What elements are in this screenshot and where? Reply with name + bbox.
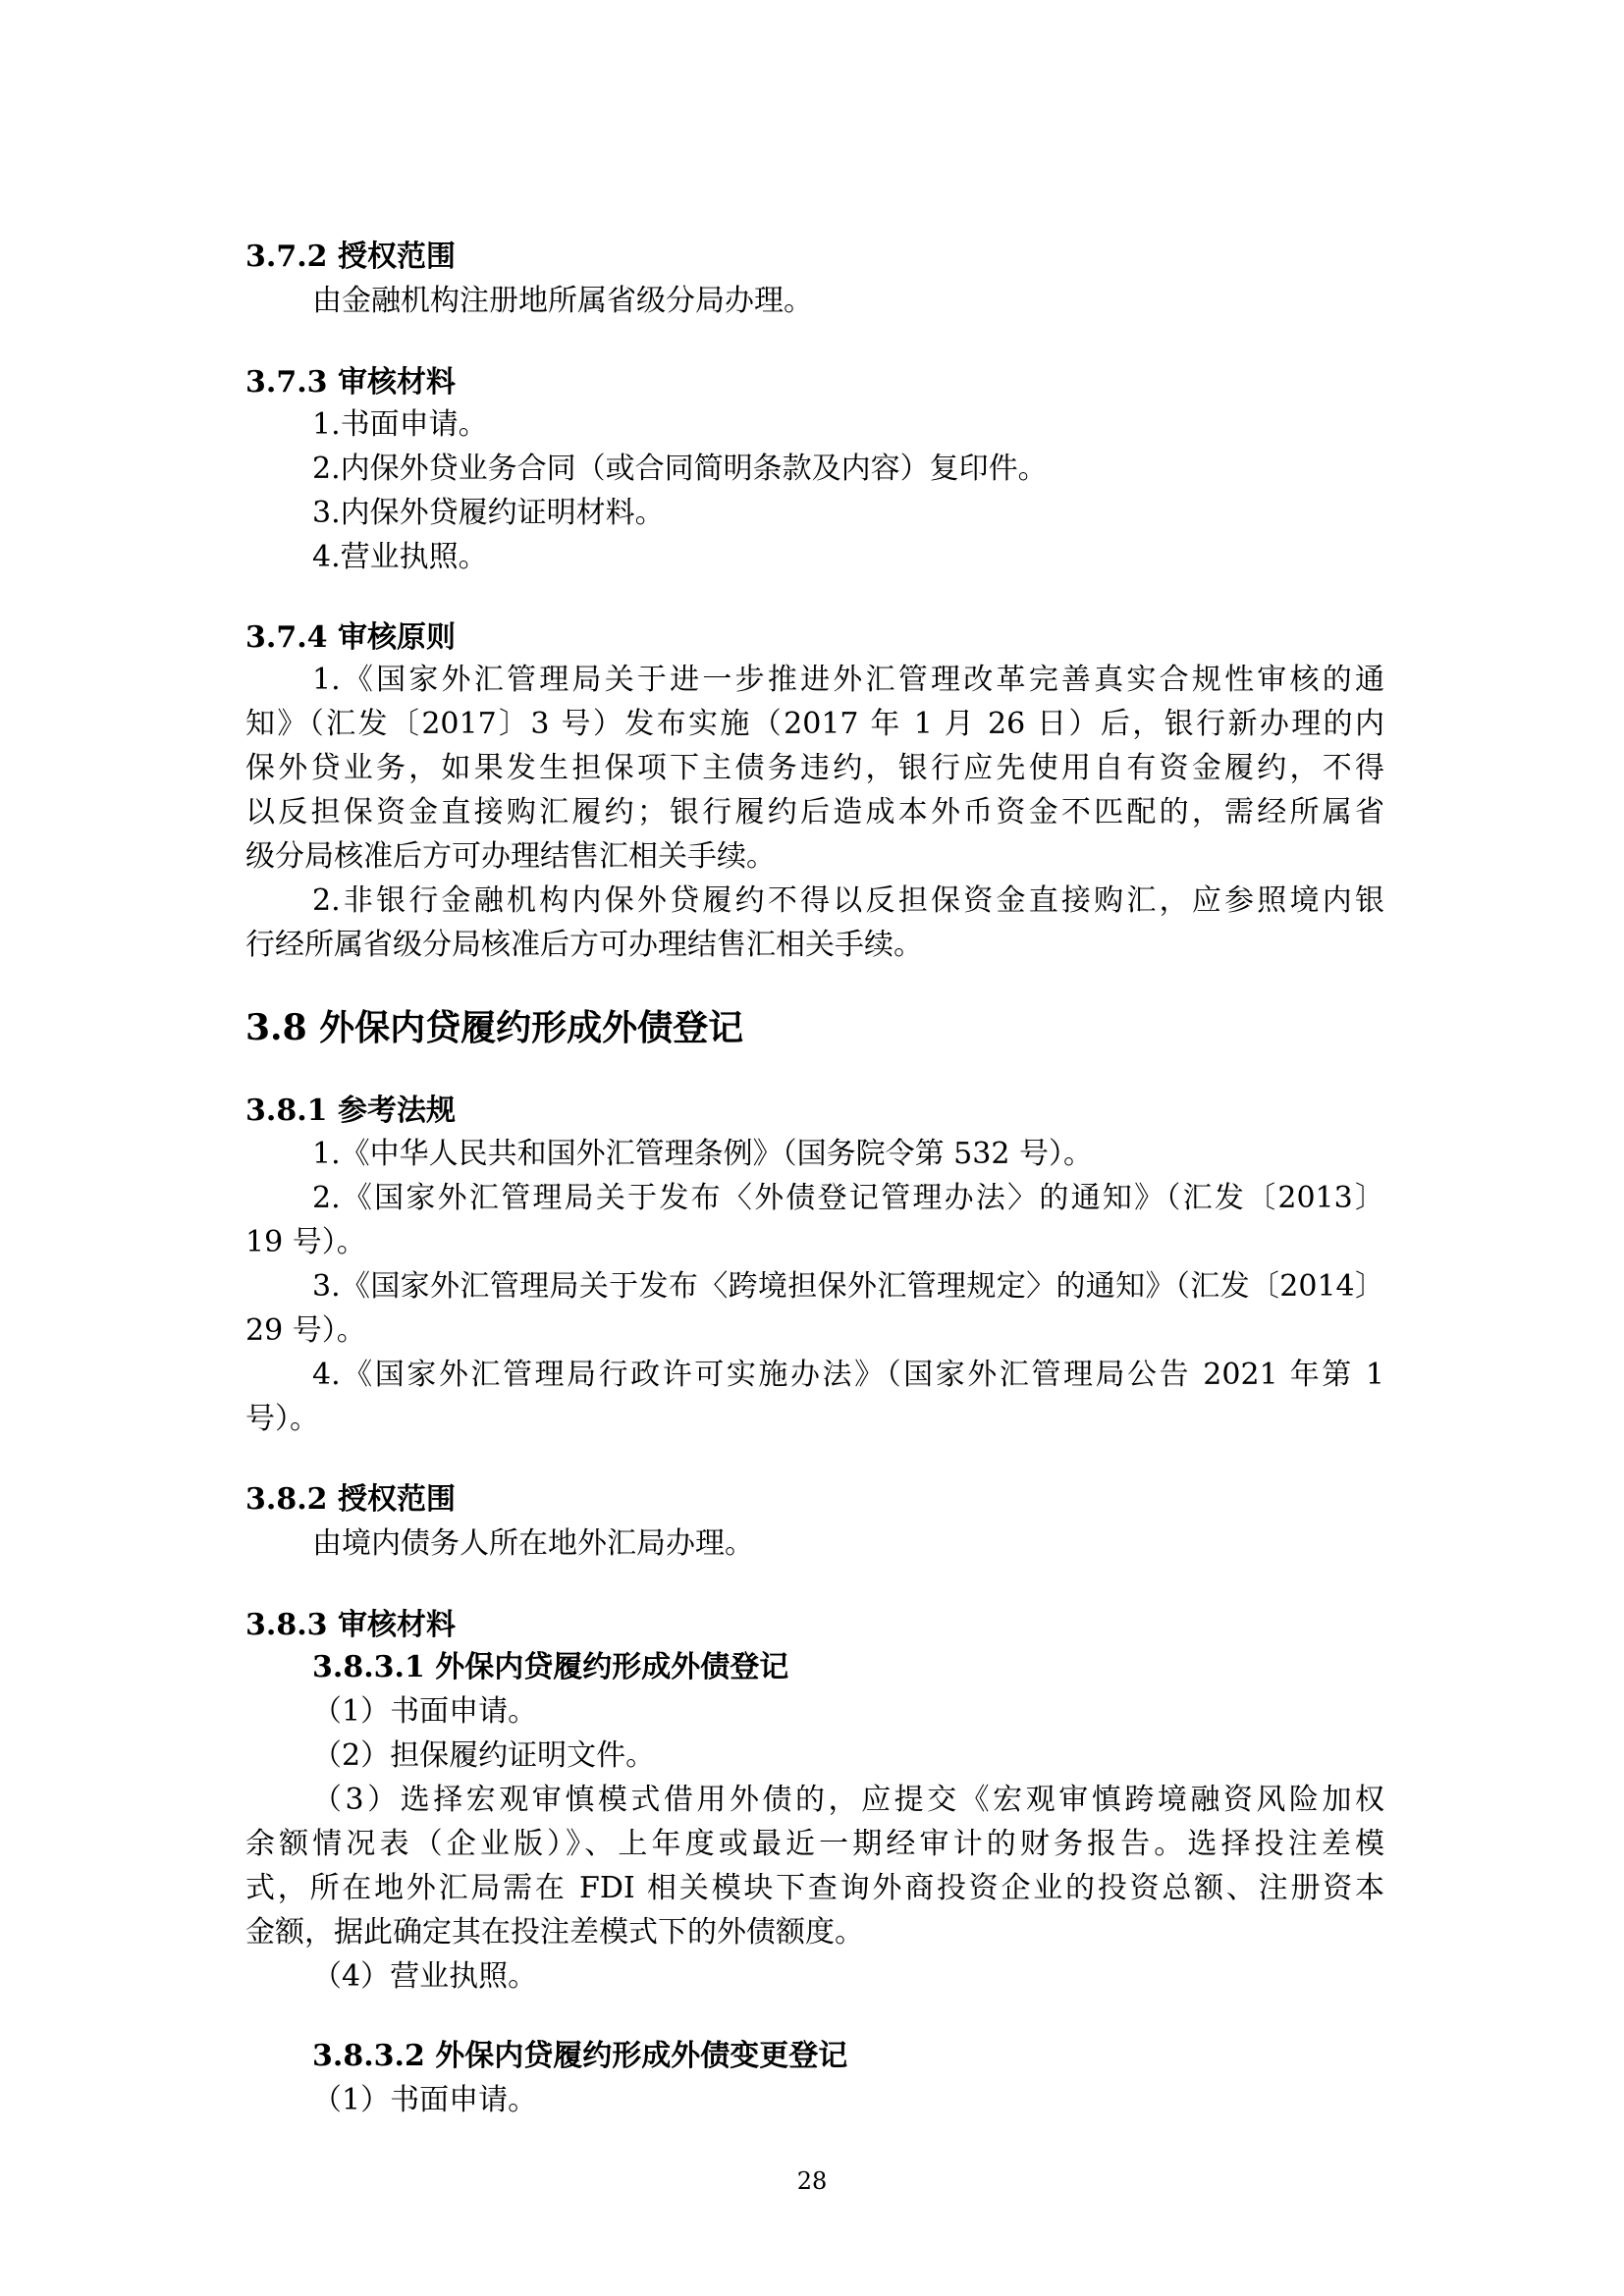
paragraph-line: 1.《国家外汇管理局关于进一步推进外汇管理改革完善真实合规性审核的通	[312, 663, 1384, 697]
regulation-item-cont: 29 号）。	[245, 1313, 366, 1348]
paragraph-3-7-2: 由金融机构注册地所属省级分局办理。	[312, 284, 813, 318]
paragraph-3-8-2: 由境内债务人所在地外汇局办理。	[312, 1526, 754, 1561]
list-item: 1.书面申请。	[312, 407, 488, 442]
paragraph-line: 以反担保资金直接购汇履约；银行履约后造成本外币资金不匹配的，需经所属省	[245, 795, 1384, 829]
regulation-item: 2.《国家外汇管理局关于发布〈外债登记管理办法〉的通知》（汇发〔2013〕	[312, 1181, 1384, 1215]
regulation-item-cont: 19 号）。	[245, 1225, 366, 1259]
section-heading-3-8-1: 3.8.1 参考法规	[245, 1094, 456, 1128]
section-heading-3-8-3: 3.8.3 审核材料	[245, 1608, 456, 1642]
section-heading-3-7-4: 3.7.4 审核原则	[245, 620, 456, 655]
list-item: 3.内保外贷履约证明材料。	[312, 496, 665, 530]
regulation-item: 1.《中华人民共和国外汇管理条例》（国务院令第 532 号）。	[312, 1137, 1093, 1171]
section-heading-3-7-3: 3.7.3 审核材料	[245, 365, 456, 400]
list-item: （3）选择宏观审慎模式借用外债的，应提交《宏观审慎跨境融资风险加权	[312, 1783, 1384, 1817]
list-item: （4）营业执照。	[312, 1959, 538, 1994]
subsection-heading-3-8-3-1: 3.8.3.1 外保内贷履约形成外债登记	[312, 1650, 789, 1684]
paragraph-line: 级分局核准后方可办理结售汇相关手续。	[245, 839, 776, 874]
regulation-item: 4.《国家外汇管理局行政许可实施办法》（国家外汇管理局公告 2021 年第 1	[312, 1358, 1384, 1392]
list-item: 4.营业执照。	[312, 540, 488, 574]
list-item-cont: 式，所在地外汇局需在 FDI 相关模块下查询外商投资企业的投资总额、注册资本	[245, 1871, 1384, 1905]
paragraph-line: 知》（汇发〔2017〕3 号）发布实施（2017 年 1 月 26 日）后，银行新办理的内	[245, 707, 1384, 741]
section-heading-3-8: 3.8 外保内贷履约形成外债登记	[245, 1007, 744, 1048]
section-heading-3-7-2: 3.7.2 授权范围	[245, 240, 456, 274]
paragraph-line: 2.非银行金融机构内保外贷履约不得以反担保资金直接购汇，应参照境内银	[312, 883, 1384, 918]
regulation-item: 3.《国家外汇管理局关于发布〈跨境担保外汇管理规定〉的通知》（汇发〔2014〕	[312, 1269, 1384, 1304]
regulation-item-cont: 号）。	[245, 1402, 319, 1436]
list-item: （2）担保履约证明文件。	[312, 1738, 656, 1773]
list-item: 2.内保外贷业务合同（或合同简明条款及内容）复印件。	[312, 452, 1048, 486]
list-item: （1）书面申请。	[312, 2083, 538, 2117]
page-number: 28	[796, 2167, 828, 2195]
subsection-heading-3-8-3-2: 3.8.3.2 外保内贷履约形成外债变更登记	[312, 2039, 848, 2073]
paragraph-line: 保外贷业务，如果发生担保项下主债务违约，银行应先使用自有资金履约，不得	[245, 751, 1384, 785]
paragraph-line: 行经所属省级分局核准后方可办理结售汇相关手续。	[245, 928, 923, 962]
section-heading-3-8-2: 3.8.2 授权范围	[245, 1482, 456, 1517]
list-item-cont: 金额，据此确定其在投注差模式下的外债额度。	[245, 1915, 864, 1949]
list-item-cont: 余额情况表（企业版）》、上年度或最近一期经审计的财务报告。选择投注差模	[245, 1827, 1384, 1861]
list-item: （1）书面申请。	[312, 1694, 538, 1729]
